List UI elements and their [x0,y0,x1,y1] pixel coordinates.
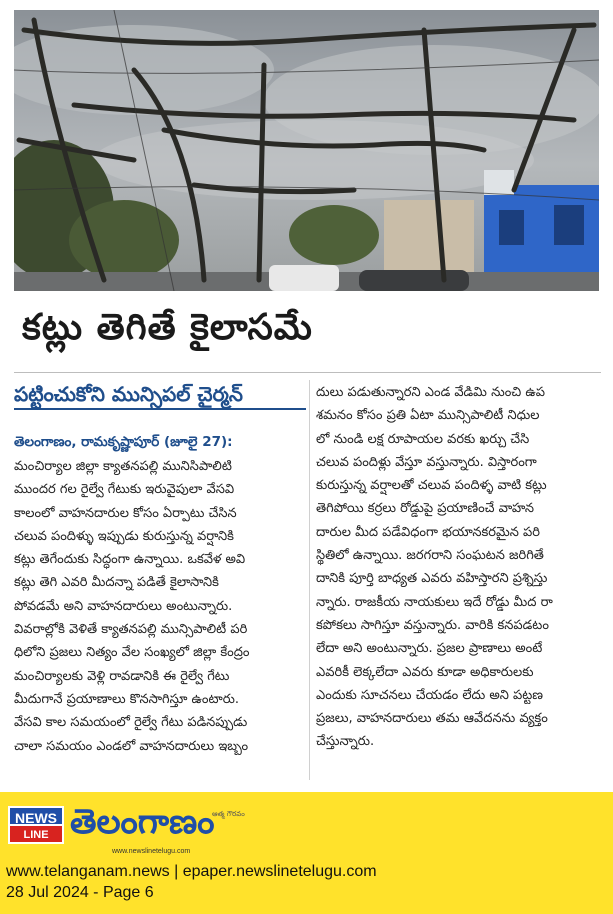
article-line: స్థితిలో ఉన్నాయి. జరగరాని సంఘటన జరిగితే [316,548,544,564]
dateline: తెలంగాణం, రామకృష్ణాపూర్ (జూలై 27): [14,434,233,450]
brand-url: www.newslinetelugu.com [112,848,191,855]
headline-divider [14,372,601,373]
photo-scene [14,10,599,291]
logo-line-text: LINE [8,826,64,844]
subheadline: పట్టించుకోని మున్సిపల్ చైర్మన్ [14,382,243,406]
article-line: లో నుండి లక్ష రూపాయల వరకు ఖర్చు చేసి [316,431,530,447]
article-line: కట్లు తెగి ఎవరి మీదన్నా పడితే కైలాసానికి [14,575,219,591]
article-line: ధిలోని ప్రజలు నిత్యం వేల సంఖ్యలో జిల్లా కేంద్రం [14,645,250,661]
footer-date-page: 28 Jul 2024 - Page 6 [6,884,154,901]
subheadline-underline [14,408,306,410]
article-line: పోవడమే అని వాహనదారులు అంటున్నారు. [14,598,233,614]
article-line: వేసవి కాల సమయంలో రైల్వే గేటు పడినప్పుడు [14,715,248,731]
article-line: కాలంలో వాహనదారుల కోసం ఏర్పాటు చేసిన [14,505,237,521]
article-line: శమనం కోసం ప్రతి ఏటా మున్సిపాలిటీ నిధుల [316,408,540,424]
headline: కట్లు తెగితే కైలాసమే [22,307,313,348]
article-line: దులు పడుతున్నారని ఎండ వేడిమి నుంచి ఉప [316,385,545,400]
article-line: ఎవరికీ లెక్కలేదా ఎవరు కూడా అధికారులకు [316,664,534,680]
article-line: తెగిపోయి కర్రలు రోడ్డుపై ప్రయాణించే వాహన [316,501,535,517]
article-line: కపోకలు సాగిస్తూ వస్తున్నారు. వారికి కనపడటం [316,617,549,633]
article-line: దారుల మీద పడేవిధంగా భయానకరమైన పరి [316,524,540,540]
article-line: మంచిర్యాలకు వెళ్లి రావడానికి ఈ రైల్వే గేటు [14,668,230,684]
article-left-column [14,455,308,758]
article-line: ప్రజలు, వాహనదారులు తమ ఆవేదనను వ్యక్తం [316,711,548,727]
article-line: మీదుగానే ప్రయాణాలు కొనసాగిస్తూ ఉంటారు. [14,691,240,707]
article-line: చలువ పందిళ్ళు ఇప్పుడు కురుస్తున్న వర్షానికి [14,528,234,544]
article-line: వివరాల్లోకి వెళితే క్యాతనపల్లి మున్సిపాలిటీ పరి [14,622,248,638]
article-line: కట్లు తెగేందుకు సిద్ధంగా ఉన్నాయి. ఒకవేళ అవి [14,552,246,568]
article-line: మంచిర్యాల జిల్లా క్యాతనపల్లి మునిసిపాలిటి [14,459,232,474]
column-divider [309,380,310,780]
news-photo [14,10,599,291]
article-line: లేదా అని అంటున్నారు. ప్రజల ప్రాణాలు అంటే [316,641,543,657]
brand-name[interactable]: తెలంగాణం [70,802,215,842]
article-line: చాలా సమయం ఎండలో వాహనదారులు ఇబ్బం [14,738,249,754]
logo-news-text: NEWS [8,806,64,826]
article-line: చలువ పందిళ్లు వేస్తూ వస్తున్నారు. విస్తారంగా [316,454,537,470]
footer-links[interactable]: www.telanganam.news | epaper.newslinetelugu.com [6,863,377,880]
footer-banner [0,792,613,914]
newsline-logo[interactable] [8,806,64,848]
brand-tagline: ఆత్మ గౌరవం [212,810,245,818]
article-line: ఎందుకు సూచనలు చేయడం లేదు అని పట్టణ [316,687,544,703]
article-line: న్నారు. రాజకీయ నాయకులు ఇదే రోడ్డు మీద రా [316,594,553,610]
article-line: చేస్తున్నారు. [316,734,375,750]
article-line: దానికి పూర్తి బాధ్యత ఎవరు వహిస్తారని ప్రశ్నిస్తు [316,571,548,587]
article-line: కురుస్తున్న వర్షాలతో చలువ పందిళ్ళ వాటి కట్లు [316,478,547,494]
article-right-column [316,381,602,754]
article-line: ముందర గల రైల్వే గేటుకు ఇరువైపులా వేసవి [14,482,235,498]
